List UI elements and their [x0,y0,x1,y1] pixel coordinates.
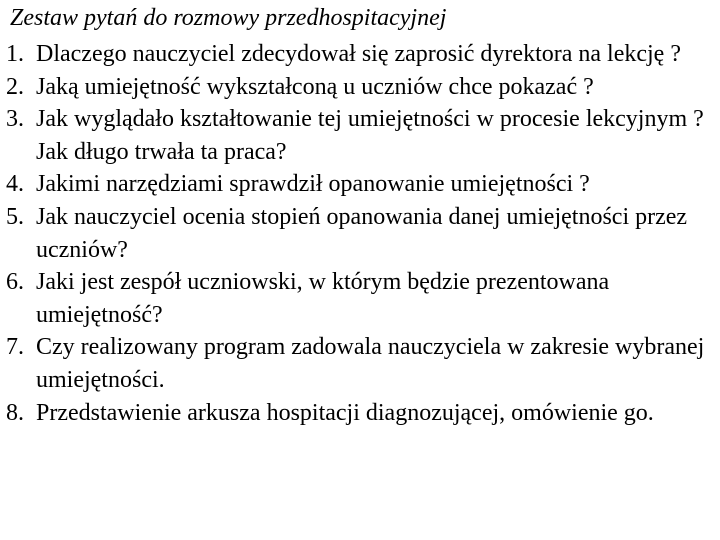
question-text: Jak wyglądało kształtowanie tej umiejętności w procesie lekcyjnym ? Jak długo trwała ta praca? [36,106,704,165]
question-number: 7. [6,334,24,361]
question-number: 3. [6,106,24,133]
question-text: Przedstawienie arkusza hospitacji diagnozującej, omówienie go. [36,399,654,426]
question-item [6,331,714,396]
question-item [6,38,714,71]
question-item [6,266,714,331]
question-item [6,103,714,168]
question-text: Czy realizowany program zadowala nauczyciela w zakresie wybranej umiejętności. [36,334,705,393]
question-text: Jaką umiejętność wykształconą u uczniów chce pokazać ? [36,73,594,100]
question-item [6,168,714,201]
document-title: Zestaw pytań do rozmowy przedhospitacyjnej [10,5,447,31]
question-text: Dlaczego nauczyciel zdecydował się zaprosić dyrektora na lekcję ? [36,41,681,67]
question-item [6,201,714,266]
question-number: 8. [6,399,24,426]
question-number: 2. [6,73,24,100]
question-number: 6. [6,269,24,296]
question-text: Jak nauczyciel ocenia stopień opanowania danej umiejętności przez uczniów? [36,203,688,263]
question-item [6,71,714,104]
question-text: Jakimi narzędziami sprawdził opanowanie umiejętności ? [36,171,590,198]
question-item [6,397,714,430]
question-text: Jaki jest zespół uczniowski, w którym będzie prezentowana umiejętność? [36,269,610,328]
question-number: 1. [6,41,24,67]
question-number: 5. [6,203,24,230]
question-list [6,38,714,429]
question-number: 4. [6,171,24,198]
